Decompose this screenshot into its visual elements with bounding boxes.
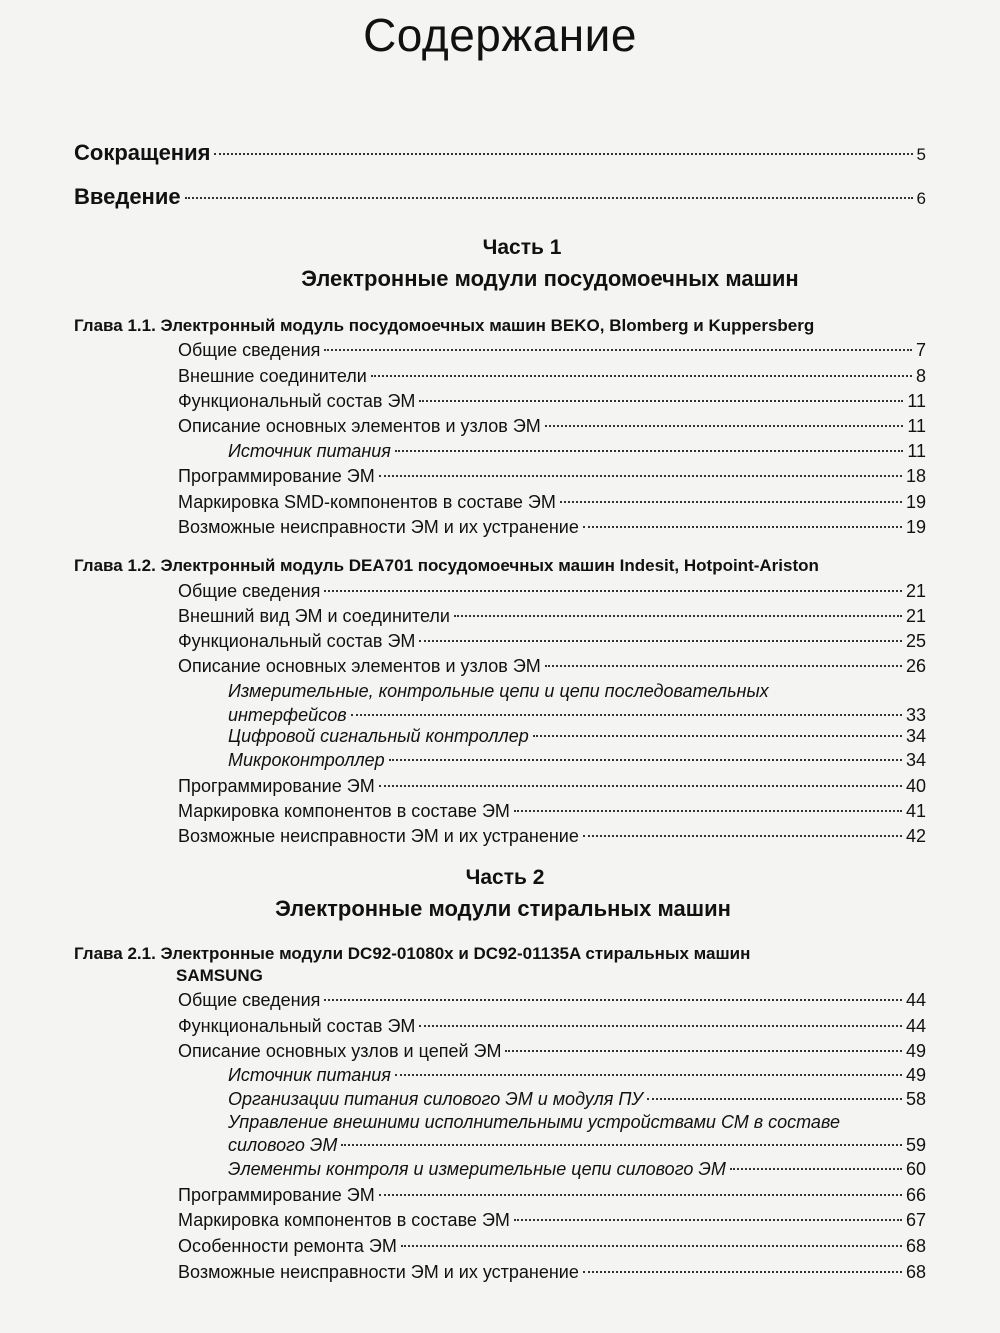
leader-dots xyxy=(324,590,902,592)
toc-entry[interactable] xyxy=(178,517,926,538)
leader-dots xyxy=(419,400,903,402)
toc-entry-abbreviations[interactable] xyxy=(74,140,926,166)
entry-page: 68 xyxy=(905,1262,926,1282)
toc-entry[interactable] xyxy=(178,990,926,1011)
entry-page: 7 xyxy=(915,340,926,360)
toc-entry[interactable] xyxy=(178,492,926,513)
leader-dots xyxy=(351,714,902,716)
toc-subentry[interactable] xyxy=(228,726,926,747)
toc-entry[interactable] xyxy=(178,340,926,361)
toc-entry[interactable] xyxy=(178,826,926,847)
entry-page: 40 xyxy=(905,776,926,796)
entry-label: Внешние соединители xyxy=(178,366,367,386)
entry-page: 34 xyxy=(905,750,926,770)
part-1-name: Электронные модули посудомоечных машин xyxy=(301,266,799,291)
toc-entry[interactable] xyxy=(178,391,926,412)
entry-label: Описание основных элементов и узлов ЭМ xyxy=(178,416,541,436)
toc-subentry[interactable] xyxy=(228,1135,926,1156)
entry-label: Маркировка компонентов в составе ЭМ xyxy=(178,1210,510,1230)
entry-label: Маркировка SMD-компонентов в составе ЭМ xyxy=(178,492,556,512)
entry-label: Общие сведения xyxy=(178,990,321,1010)
part-2-name: Электронные модули стиральных машин xyxy=(275,896,731,921)
toc-subentry[interactable] xyxy=(228,1065,926,1086)
entry-label: Источник питания xyxy=(228,1065,391,1085)
leader-dots xyxy=(419,1025,902,1027)
entry-page: 34 xyxy=(905,726,926,746)
toc-entry[interactable] xyxy=(178,631,926,652)
toc-entry[interactable] xyxy=(178,801,926,822)
chapter-2-1-title-line2[interactable]: SAMSUNG xyxy=(176,966,263,985)
toc-subentry[interactable] xyxy=(228,750,926,771)
leader-dots xyxy=(395,1074,902,1076)
entry-label: Программирование ЭМ xyxy=(178,776,375,796)
entry-page: 59 xyxy=(905,1135,926,1155)
toc-entry[interactable] xyxy=(178,466,926,487)
leader-dots xyxy=(533,735,902,737)
entry-label: Маркировка компонентов в составе ЭМ xyxy=(178,801,510,821)
entry-label: Возможные неисправности ЭМ и их устранение xyxy=(178,517,579,537)
leader-dots xyxy=(185,197,913,199)
toc-entry[interactable] xyxy=(178,581,926,602)
toc-subentry-line1[interactable]: Управление внешними исполнительными устройствами СМ в составе xyxy=(228,1112,840,1132)
chapter-1-1-title[interactable]: Глава 1.1. Электронный модуль посудомоечных машин BEKO, Blomberg и Kuppersberg xyxy=(74,316,815,335)
entry-page: 44 xyxy=(905,1016,926,1036)
entry-label: Функциональный состав ЭМ xyxy=(178,1016,416,1036)
entry-label: Внешний вид ЭМ и соединители xyxy=(178,606,450,626)
leader-dots xyxy=(560,501,902,503)
entry-page: 58 xyxy=(905,1089,926,1109)
entry-page: 41 xyxy=(905,801,926,821)
entry-label: интерфейсов xyxy=(228,705,347,725)
entry-label: Источник питания xyxy=(228,441,391,461)
leader-dots xyxy=(379,785,902,787)
leader-dots xyxy=(379,475,902,477)
entry-page: 33 xyxy=(905,705,926,725)
entry-page: 18 xyxy=(905,466,926,486)
leader-dots xyxy=(324,349,912,351)
entry-page: 8 xyxy=(915,366,926,386)
toc-entry[interactable] xyxy=(178,606,926,627)
toc-subentry[interactable] xyxy=(228,705,926,726)
entry-label: Описание основных узлов и цепей ЭМ xyxy=(178,1041,502,1061)
entry-page: 26 xyxy=(905,656,926,676)
entry-page: 68 xyxy=(905,1236,926,1256)
entry-page: 42 xyxy=(905,826,926,846)
entry-page: 49 xyxy=(905,1065,926,1085)
entry-page: 11 xyxy=(907,416,926,436)
entry-label: Возможные неисправности ЭМ и их устранение xyxy=(178,826,579,846)
entry-page: 49 xyxy=(905,1041,926,1061)
entry-page: 5 xyxy=(916,145,926,164)
toc-subentry-line1[interactable]: Измерительные, контрольные цепи и цепи последовательных xyxy=(228,681,769,701)
toc-entry[interactable] xyxy=(178,1262,926,1283)
part-1-number: Часть 1 xyxy=(482,236,562,259)
entry-label: Программирование ЭМ xyxy=(178,466,375,486)
chapter-1-2-title[interactable]: Глава 1.2. Электронный модуль DEA701 посудомоечных машин Indesit, Hotpoint-Ariston xyxy=(74,556,819,575)
entry-label: Программирование ЭМ xyxy=(178,1185,375,1205)
leader-dots xyxy=(505,1050,901,1052)
toc-entry[interactable] xyxy=(178,366,926,387)
entry-page: 6 xyxy=(916,189,926,208)
entry-label: Организации питания силового ЭМ и модуля ПУ xyxy=(228,1089,643,1109)
leader-dots xyxy=(401,1245,902,1247)
entry-page: 11 xyxy=(907,441,926,461)
leader-dots xyxy=(379,1194,902,1196)
entry-page: 66 xyxy=(905,1185,926,1205)
entry-label: Цифровой сигнальный контроллер xyxy=(228,726,529,746)
toc-subentry[interactable] xyxy=(228,1089,926,1110)
entry-page: 21 xyxy=(905,581,926,601)
entry-page: 21 xyxy=(905,606,926,626)
entry-page: 19 xyxy=(905,517,926,537)
leader-dots xyxy=(454,615,902,617)
leader-dots xyxy=(583,1271,902,1273)
leader-dots xyxy=(545,425,904,427)
toc-entry[interactable] xyxy=(178,1041,926,1062)
entry-label: Общие сведения xyxy=(178,340,321,360)
leader-dots xyxy=(371,375,912,377)
entry-label: Возможные неисправности ЭМ и их устранение xyxy=(178,1262,579,1282)
entry-label: Сокращения xyxy=(74,140,211,165)
page-title: Содержание xyxy=(363,9,637,61)
leader-dots xyxy=(583,835,902,837)
toc-entry[interactable] xyxy=(178,776,926,797)
entry-label: Описание основных элементов и узлов ЭМ xyxy=(178,656,541,676)
entry-page: 67 xyxy=(905,1210,926,1230)
toc-subentry[interactable] xyxy=(228,441,926,462)
entry-label: Функциональный состав ЭМ xyxy=(178,391,416,411)
toc-entry[interactable] xyxy=(178,1236,926,1257)
leader-dots xyxy=(419,640,902,642)
entry-page: 25 xyxy=(905,631,926,651)
toc-entry-introduction[interactable] xyxy=(74,184,926,210)
leader-dots xyxy=(341,1144,902,1146)
entry-label: Особенности ремонта ЭМ xyxy=(178,1236,397,1256)
leader-dots xyxy=(214,153,912,155)
entry-page: 44 xyxy=(905,990,926,1010)
toc-entry[interactable] xyxy=(178,656,926,677)
entry-label: Элементы контроля и измерительные цепи силового ЭМ xyxy=(228,1159,726,1179)
toc-entry[interactable] xyxy=(178,416,926,437)
chapter-2-1-title[interactable]: Глава 2.1. Электронные модули DC92-01080x и DC92-01135A стиральных машин xyxy=(74,944,751,963)
leader-dots xyxy=(583,526,902,528)
entry-label: Введение xyxy=(74,184,181,209)
leader-dots xyxy=(514,810,902,812)
toc-entry[interactable] xyxy=(178,1210,926,1231)
entry-page: 11 xyxy=(907,391,926,411)
leader-dots xyxy=(545,665,902,667)
entry-label: Микроконтроллер xyxy=(228,750,385,770)
leader-dots xyxy=(647,1098,902,1100)
entry-page: 60 xyxy=(905,1159,926,1179)
leader-dots xyxy=(730,1168,902,1170)
toc-entry[interactable] xyxy=(178,1185,926,1206)
entry-label: Функциональный состав ЭМ xyxy=(178,631,416,651)
entry-label: силового ЭМ xyxy=(228,1135,338,1155)
toc-subentry[interactable] xyxy=(228,1159,926,1180)
leader-dots xyxy=(389,759,902,761)
part-2-number: Часть 2 xyxy=(465,866,545,889)
entry-page: 19 xyxy=(905,492,926,512)
entry-label: Общие сведения xyxy=(178,581,321,601)
toc-entry[interactable] xyxy=(178,1016,926,1037)
leader-dots xyxy=(324,999,902,1001)
leader-dots xyxy=(514,1219,902,1221)
leader-dots xyxy=(395,450,903,452)
